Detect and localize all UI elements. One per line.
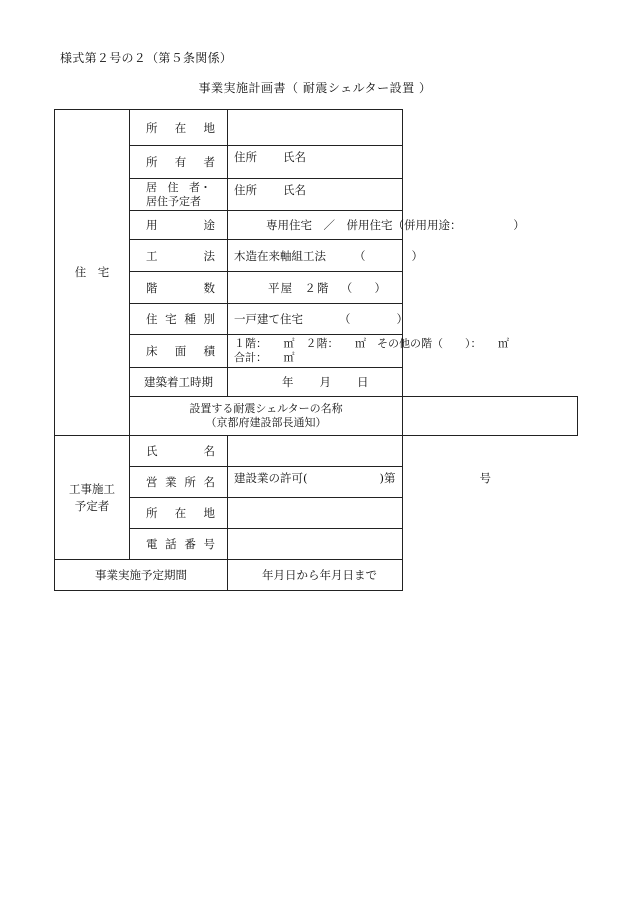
row-method xyxy=(55,240,578,272)
label-owner: 所 有 者 xyxy=(130,146,228,179)
row-location xyxy=(55,110,578,146)
row-shelter-name xyxy=(55,397,578,436)
label-floor-area: 床 面 積 xyxy=(130,335,228,368)
field-floor-area[interactable]: １階： ㎡ ２階： ㎡ その他の階（ ）： ㎡ 合計： ㎡ xyxy=(228,335,403,368)
label-method: 工 法 xyxy=(130,240,228,272)
field-phone[interactable] xyxy=(228,529,403,560)
row-owner xyxy=(55,146,578,179)
label-office-name: 営 業 所 名 xyxy=(130,467,228,498)
label-resident: 居 住 者・ 居住予定者 xyxy=(130,179,228,211)
plan-form-table xyxy=(54,109,578,591)
field-period[interactable]: 年 月 日 から 年 月 日 まで xyxy=(228,560,403,591)
row-housing-type xyxy=(55,304,578,335)
row-office-name xyxy=(55,467,578,498)
field-construction-start[interactable]: 年 月 日 xyxy=(228,368,403,397)
label-construction-start: 建築着工時期 xyxy=(130,368,228,397)
group-housing: 住 宅 xyxy=(55,110,130,436)
row-floor-area xyxy=(55,335,578,368)
document-title: 事業実施計画書（ 耐震シェルター設置 ） xyxy=(198,81,432,95)
label-use: 用 途 xyxy=(130,211,228,240)
row-contractor-address xyxy=(55,498,578,529)
field-owner[interactable]: 住所 氏名 xyxy=(228,146,403,179)
field-housing-type[interactable]: 一戸建て住宅 （ ） xyxy=(228,304,403,335)
row-floors xyxy=(55,272,578,304)
label-contractor-name: 氏 名 xyxy=(130,436,228,467)
form-number: 様式第２号の２（第５条関係） xyxy=(60,51,233,65)
field-use[interactable]: 専用住宅 ／ 併用住宅（併用用途： ） xyxy=(228,211,403,240)
label-contractor-address: 所 在 地 xyxy=(130,498,228,529)
field-contractor-name[interactable] xyxy=(228,436,403,467)
label-housing-type: 住 宅 種 別 xyxy=(130,304,228,335)
group-contractor: 工事施工 予定者 xyxy=(55,436,130,560)
label-location: 所 在 地 xyxy=(130,110,228,146)
row-use xyxy=(55,211,578,240)
field-resident[interactable]: 住所 氏名 xyxy=(228,179,403,211)
field-office-name[interactable]: 建設業の許可( )第 号 xyxy=(228,467,403,498)
row-construction-start xyxy=(55,368,578,397)
label-floors: 階 数 xyxy=(130,272,228,304)
label-period: 事業実施予定期間 xyxy=(55,560,228,591)
row-resident xyxy=(55,179,578,211)
field-floors[interactable]: 平 屋 ２ 階 （ ） xyxy=(228,272,403,304)
row-contractor-name xyxy=(55,436,578,467)
field-shelter-name[interactable] xyxy=(403,397,578,436)
row-period xyxy=(55,560,578,591)
field-method[interactable]: 木造在来軸組工法 （ ） xyxy=(228,240,403,272)
row-phone xyxy=(55,529,578,560)
field-contractor-address[interactable] xyxy=(228,498,403,529)
field-location[interactable] xyxy=(228,110,403,146)
label-phone: 電 話 番 号 xyxy=(130,529,228,560)
label-shelter-name: 設置する耐震シェルターの名称 （京都府建設部長通知） xyxy=(130,397,403,436)
